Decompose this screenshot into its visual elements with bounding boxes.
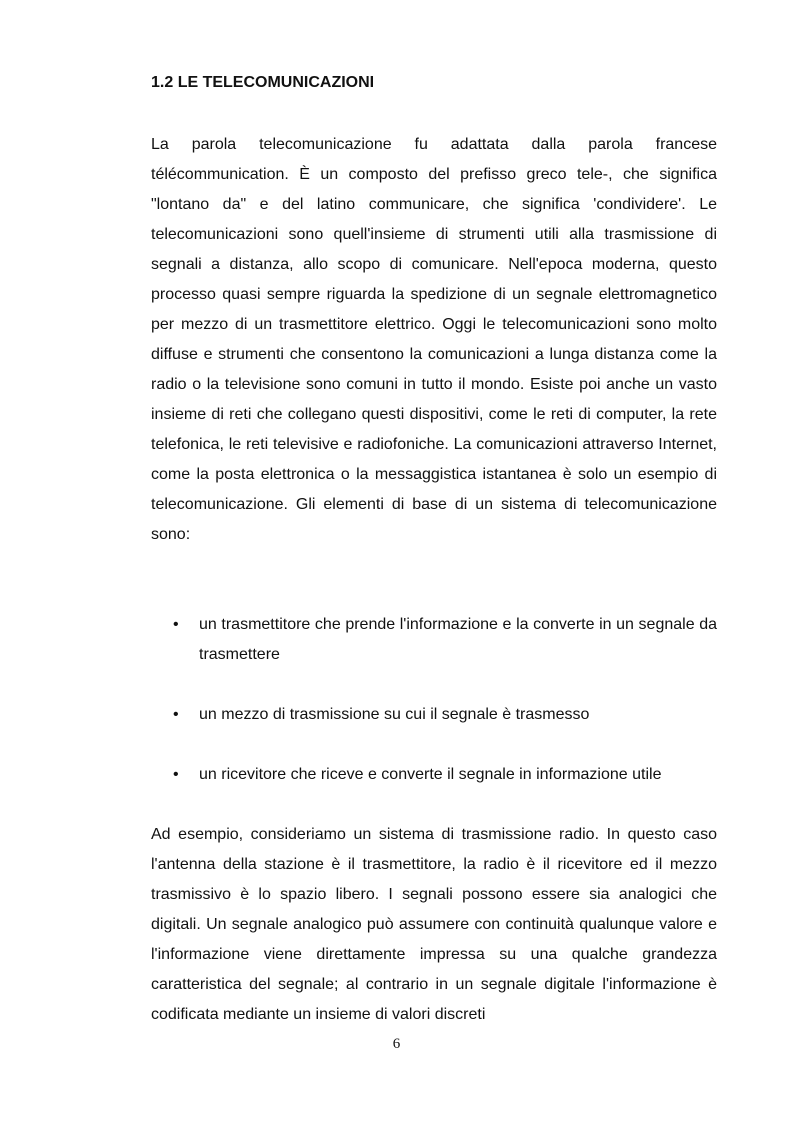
example-paragraph: Ad esempio, consideriamo un sistema di trasmissione radio. In questo caso l'antenna della stazione è il trasmettitore, la radio è il ricevitore ed il mezzo trasmissivo è lo spazio libero. I segnali possono essere sia analogici che digitali. Un segnale analogico può assumere con continuità qualunque valore e l'informazione viene direttamente impressa su una qualche grandezza caratteristica del segnale; al contrario in un segnale digitale l'informazione è codificata mediante un insieme di valori discreti [151,826,717,1023]
page-number: 6 [392,1036,401,1052]
list-item-text: un ricevitore che riceve e converte il segnale in informazione utile [199,766,662,783]
list-item [151,610,717,670]
section-heading: 1.2 LE TELECOMUNICAZIONI [151,74,375,91]
intro-paragraph: La parola telecomunicazione fu adattata dalla parola francese télécommunication. È un composto del prefisso greco tele-, che significa "lontano da" e del latino communicare, che significa 'condividere'. Le telecomunicazioni sono quell'insieme di strumenti utili alla trasmissione di segnali a distanza, allo scopo di comunicare. Nell'epoca moderna, questo processo quasi sempre riguarda la spedizione di un segnale elettromagnetico per mezzo di un trasmettitore elettrico. Oggi le telecomunicazioni sono molto diffuse e strumenti che consentono la comunicazioni a lunga distanza come la radio o la televisione sono comuni in tutto il mondo. Esiste poi anche un vasto insieme di reti che collegano questi dispositivi, come le reti di computer, la rete telefonica, le reti televisive e radiofoniche. La comunicazioni attraverso Internet, come la posta elettronica o la messaggistica istantanea è solo un esempio di telecomunicazione. Gli elementi di base di un sistema di telecomunicazione sono: [151,136,717,543]
bullet-icon: • [173,616,179,633]
bullet-icon: • [173,706,179,723]
list-item-text: un mezzo di trasmissione su cui il segnale è trasmesso [199,706,590,723]
list-item [151,700,717,730]
bullet-icon: • [173,766,179,783]
list-item [151,760,717,790]
list-item-text: un trasmettitore che prende l'informazione e la converte in un segnale da trasmettere [199,616,717,663]
